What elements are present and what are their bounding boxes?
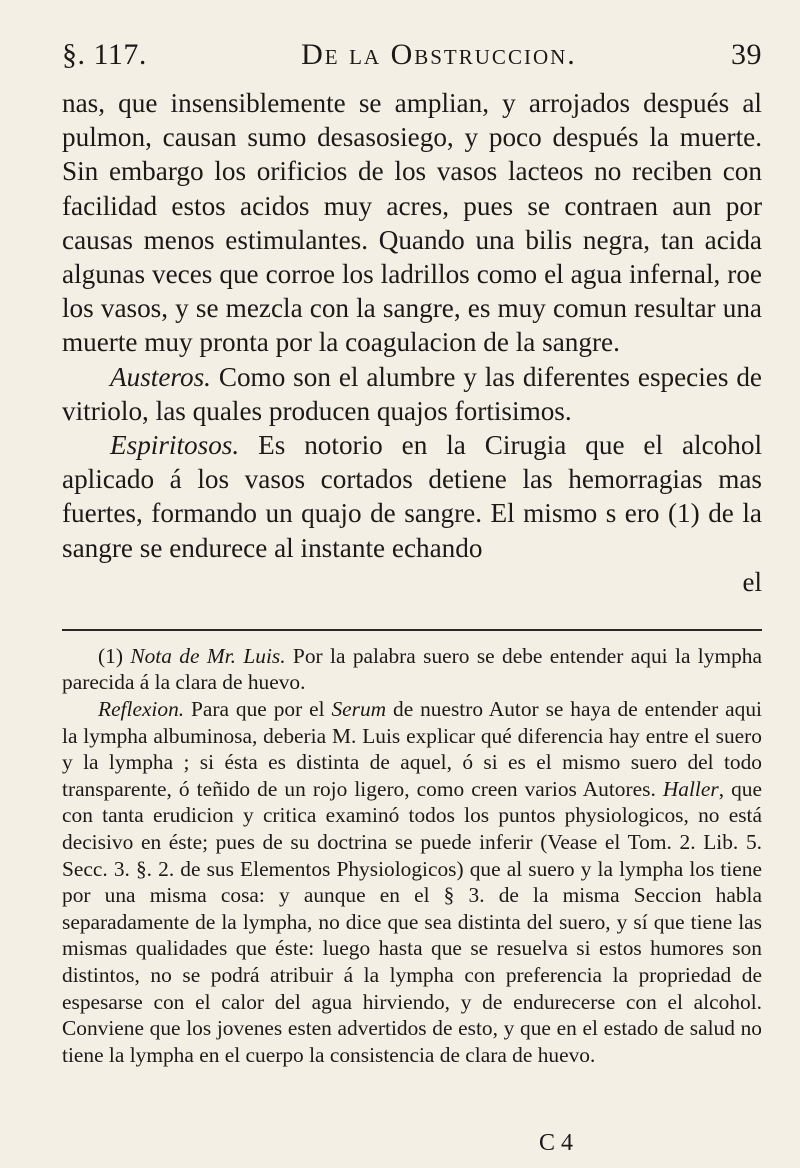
reflexion-paragraph	[62, 696, 762, 1068]
footnote-paragraph	[62, 643, 762, 696]
running-header	[62, 38, 762, 86]
catchword: el	[742, 566, 762, 597]
signature-mark: C 4	[539, 1130, 574, 1156]
paragraph-austeros	[62, 360, 762, 428]
main-text	[62, 86, 762, 565]
paragraph-text: nas, que insensiblemente se amplian, y arrojados después al pulmon, causan sumo desasosiego, y poco después la muerte. Sin embargo los orificios de los vasos lacteos no reciben con facilidad estos acidos muy acres, pues se contraen aun por causas menos estimulantes. Quando una bilis negra, tan acida algunas veces que corroe los ladrillos como el agua infernal, roe los vasos, y se mezcla con la sangre, es muy comun resultar una muerte muy pronta por la coagulacion de la sangre.	[62, 88, 762, 358]
footnote-text: Por la palabra suero se debe entender aqui la lympha parecida á la clara de huevo.	[62, 643, 762, 695]
reflexion-text: Para que por el	[184, 697, 332, 722]
haller-term: Haller	[662, 776, 719, 801]
reflexion-text: de nuestro Autor se haya de entender aqui la lympha albuminosa, deberia M. Luis explicar qué diferencia hay entre el suero y la lympha ; si ésta es distinta de aquel, ó si es el mismo suero del todo transparente, ó teñido de un rojo ligero, como creen varios Autores.	[62, 697, 762, 801]
running-title: De la Obstruccion.	[301, 38, 577, 71]
term-austeros: Austeros.	[110, 361, 211, 392]
footnote-divider	[62, 629, 762, 631]
paragraph-text: Como son el alumbre y las diferentes especies de vitriolo, las quales producen quajos fortisimos.	[62, 361, 762, 426]
paragraph-espiritosos	[62, 428, 762, 565]
paragraph-text: Es notorio en la Cirugia que el alcohol aplicado á los vasos cortados detiene las hemorragias mas fuertes, formando un quajo de sangre. El mismo s ero (1) de la sangre se endurece al instante echando	[62, 430, 762, 563]
book-page	[62, 38, 762, 1068]
page-number: 39	[730, 38, 762, 71]
paragraph	[62, 86, 762, 360]
serum-term: Serum	[331, 697, 387, 722]
reflexion-term: Reflexion.	[98, 697, 185, 722]
term-espiritosos: Espiritosos.	[110, 430, 240, 461]
reflexion-text: , que con tanta erudicion y critica examinó todos los puntos physiologicos, no está decisivo en éste; pues de su doctrina se puede inferir (Vease el Tom. 2. Lib. 5. Secc. 3. §. 2. de sus Elementos Physiologicos) que al suero y la lympha los tiene por una misma cosa: y aunque en el § 3. de la misma Seccion habla separadamente de la lympha, no dice que sea distinta del suero, y sí que tiene las mismas qualidades que éste: luego hasta que se resuelva si estos humores son distintos, no se podrá atribuir á la lympha con preferencia la propriedad de espesarse con el calor del agua hirviendo, y de endurecerse con el alcohol. Conviene que los jovenes esten advertidos de esto, y que en el estado de salud no tiene la lympha en el cuerpo la consistencia de clara de huevo.	[62, 776, 762, 1067]
footnote	[62, 643, 762, 1069]
footnote-heading: Nota de Mr. Luis.	[130, 643, 286, 668]
footnote-marker: (1)	[98, 643, 123, 668]
section-number: §. 117.	[62, 38, 147, 71]
